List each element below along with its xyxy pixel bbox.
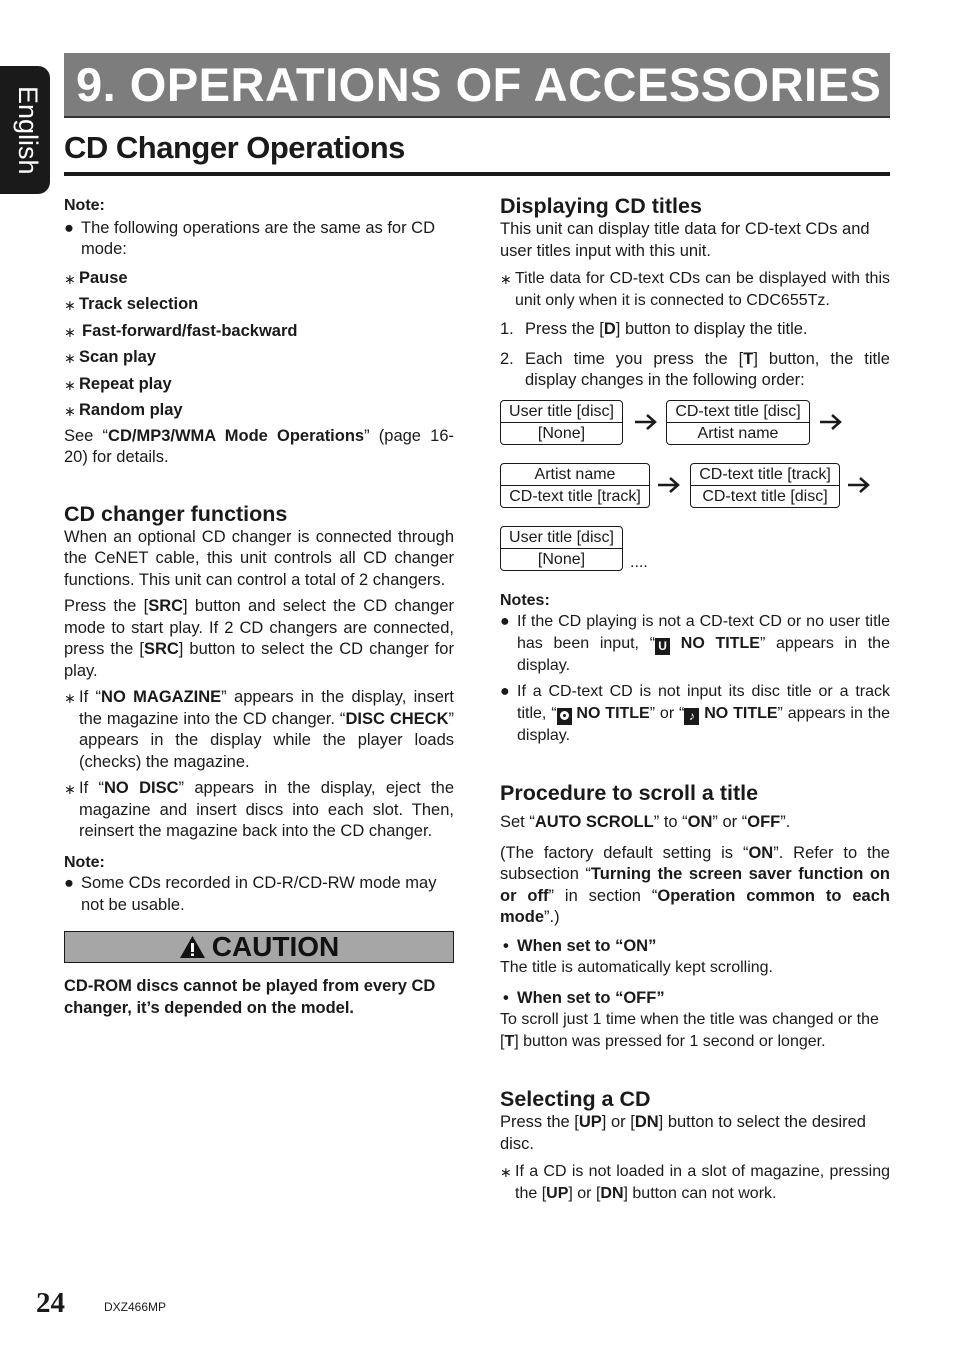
asterisk-icon: ∗ (64, 690, 76, 706)
display-asterisk-note (500, 268, 890, 311)
note2-text: Some CDs recorded in CD-R/CD-RW mode may not be usable. (81, 874, 437, 914)
language-tab (0, 66, 50, 194)
asterisk-icon: ∗ (64, 323, 76, 340)
step-number: 1. (500, 320, 514, 338)
text: If “ (79, 779, 105, 797)
text: ” appears in the display. (517, 704, 890, 744)
op-track-selection: Track selection (79, 295, 199, 313)
op-random-play: Random play (79, 401, 183, 419)
scroll-paragraph (500, 812, 890, 834)
on-value: ON (748, 843, 774, 862)
arrow-right-icon (633, 412, 659, 432)
text: ” appears in the display. (517, 634, 890, 674)
asterisk-icon: ∗ (64, 781, 76, 797)
disc-icon (557, 708, 572, 725)
bullet-icon: ● (500, 613, 510, 630)
step-number: 2. (500, 349, 514, 368)
bullet-icon: • (503, 936, 509, 955)
select-asterisk-note (500, 1161, 890, 1204)
text: ] button was pressed for 1 second or longer. (514, 1032, 826, 1050)
flow-box-bottom: [None] (537, 550, 586, 568)
title-flow-diagram (500, 400, 890, 590)
auto-scroll: AUTO SCROLL (534, 813, 654, 831)
text: To scroll just 1 time when the title was changed or the [ (500, 1011, 879, 1050)
flow-box (500, 400, 623, 445)
off-text (500, 1009, 890, 1052)
list-item (64, 265, 454, 292)
t-key: T (504, 1032, 515, 1050)
step-1 (500, 319, 890, 341)
off-value: OFF (747, 813, 781, 831)
chapter-title-bar (64, 53, 890, 118)
language-tab-label: English (13, 86, 43, 175)
flow-box (690, 463, 840, 508)
text: ” appears in the display while the player loads (checks) the magazine. (79, 709, 454, 771)
asterisk-icon: ∗ (64, 270, 76, 287)
op-fast-forward: Fast-forward/fast-backward (82, 321, 298, 340)
list-item (64, 371, 454, 398)
display-paragraph: This unit can display title data for CD-text CDs and user titles input with this unit. (500, 220, 870, 260)
no-disc: NO DISC (104, 779, 179, 797)
op-repeat-play: Repeat play (79, 374, 172, 393)
up-key: UP (546, 1184, 569, 1202)
t-key: T (743, 349, 754, 368)
warning-icon (179, 935, 206, 959)
text: If a CD-text CD is not input its disc title or a track title, “ (517, 683, 890, 722)
chapter-title: 9. OPERATIONS OF ACCESSORIES (76, 58, 882, 111)
dn-key: DN (600, 1184, 624, 1202)
text: ] or [ (601, 1113, 635, 1131)
operation-common-ref: Operation common to each mode (500, 886, 890, 926)
page-number: 24 (36, 1287, 65, 1319)
text: ” in section “ (548, 886, 658, 905)
flow-box-top: Artist name (501, 464, 649, 486)
text: Set “ (500, 813, 535, 831)
screen-saver-ref: Turning the screen saver function on or off (500, 865, 890, 905)
off-label: When set to “OFF” (517, 988, 665, 1007)
see-reference (64, 426, 454, 469)
left-column (64, 195, 454, 1019)
src-key: SRC (148, 597, 184, 615)
asterisk-icon: ∗ (64, 376, 76, 393)
bullet-icon: ● (64, 218, 74, 237)
user-title-icon: U (655, 638, 670, 655)
list-item (64, 344, 454, 371)
text: If a CD is not loaded in a slot of magazine, pressing the [ (515, 1163, 890, 1202)
text: If the CD playing is not a CD-text CD or no user title has been input, “ (517, 613, 890, 652)
step-2 (500, 349, 890, 392)
op-pause: Pause (79, 268, 128, 287)
text: If “ (79, 688, 102, 706)
text: ”. (780, 813, 791, 831)
note-label: Note: (64, 197, 105, 214)
list-item (64, 318, 454, 345)
text: Press the [ (500, 1113, 579, 1131)
section-title-bar (64, 130, 890, 176)
flow-box-top: User title [disc] (501, 401, 622, 423)
flow-ellipsis: .... (630, 553, 648, 571)
text: ] button to display the title. (615, 320, 808, 338)
on-label: When set to “ON” (517, 936, 657, 955)
text: ” or “ (649, 704, 685, 722)
functions-heading: CD changer functions (64, 501, 288, 526)
asterisk-icon: ∗ (64, 403, 76, 419)
bullet-icon: ● (64, 874, 74, 892)
see-pre: See “ (64, 426, 109, 445)
right-column (500, 193, 890, 1204)
functions-paragraph: When an optional CD changer is connected through the CeNET cable, this unit controls all CD changer functions. This unit can control a total of 2 changers. (64, 527, 454, 589)
src-paragraph (64, 596, 454, 682)
model-number: DXZ466MP (104, 1300, 167, 1314)
section-title: CD Changer Operations (64, 130, 405, 165)
no-title: NO TITLE (704, 704, 778, 722)
factory-default-paragraph (500, 843, 890, 929)
arrow-right-icon (846, 475, 872, 495)
flow-box-bottom: CD-text title [track] (509, 487, 641, 505)
no-title: NO TITLE (680, 634, 760, 652)
text: Press the [ (525, 320, 604, 338)
see-link-text: CD/MP3/WMA Mode Operations (108, 426, 365, 445)
flow-box-bottom: [None] (537, 424, 586, 442)
no-disc-note (64, 778, 454, 843)
on-text: The title is automatically kept scrolling. (500, 959, 773, 976)
text: ” appears in the display, insert the magazine into the CD changer. “ (79, 688, 454, 728)
on-label-item (500, 936, 890, 958)
flow-box-top: User title [disc] (501, 527, 622, 549)
select-paragraph (500, 1112, 890, 1155)
asterisk-icon: ∗ (64, 350, 76, 366)
notes-label: Notes: (500, 591, 550, 609)
select-heading: Selecting a CD (500, 1087, 651, 1111)
see-post: ” (page 16-20) for details. (64, 426, 454, 466)
note2-label: Note: (64, 853, 105, 871)
flow-box (666, 400, 810, 445)
flow-box-bottom: CD-text title [disc] (702, 487, 828, 505)
notes-item (500, 611, 890, 676)
flow-box-top: CD-text title [disc] (667, 401, 809, 423)
no-magazine: NO MAGAZINE (101, 688, 222, 706)
caution-title: CAUTION (211, 931, 340, 962)
operations-list (64, 265, 454, 424)
text: ] button to select the CD changer for play. (64, 640, 454, 680)
text: Press the [ (64, 597, 149, 615)
asterisk-icon: ∗ (500, 271, 512, 287)
text: Title data for CD-text CDs can be displayed with this unit only when it is connected to CDC655Tz. (515, 270, 890, 309)
arrow-right-icon (818, 412, 844, 432)
note-text: The following operations are the same as for CD mode: (81, 218, 436, 258)
text: (The factory default setting is “ (500, 843, 749, 862)
music-note-icon: ♪ (684, 708, 699, 725)
up-key: UP (578, 1113, 602, 1131)
flow-box-bottom: Artist name (697, 424, 779, 442)
text: ” appears in the display, eject the magazine and insert discs into each slot. Then, reinsert the magazine back into the CD changer. (79, 779, 454, 840)
src-key: SRC (143, 640, 179, 658)
list-item (64, 397, 454, 424)
text: ” or “ (712, 813, 748, 831)
disc-check: DISC CHECK (345, 709, 449, 728)
notes-item (500, 681, 890, 746)
scroll-heading: Procedure to scroll a title (500, 781, 759, 805)
bullet-icon: ● (500, 683, 510, 700)
note-item (64, 218, 454, 261)
bullet-icon: • (503, 988, 509, 1007)
asterisk-icon: ∗ (64, 297, 76, 313)
text: ] button and select the CD changer mode to start play. If 2 CD changers are connected, press the [ (64, 597, 454, 658)
arrow-right-icon (656, 475, 682, 495)
note2-item (64, 873, 454, 916)
text: Each time you press the [ (525, 349, 744, 368)
text: ] button can not work. (623, 1184, 777, 1202)
caution-banner (64, 931, 454, 963)
text: ] or [ (568, 1184, 601, 1202)
text: ] button to select the desired disc. (500, 1113, 866, 1153)
d-key: D (603, 320, 616, 338)
caution-text: CD-ROM discs cannot be played from every CD changer, it’s depended on the model. (64, 977, 436, 1017)
op-scan-play: Scan play (79, 348, 157, 366)
flow-box (500, 526, 623, 571)
on-value: ON (687, 813, 713, 831)
text: ”.) (544, 908, 560, 926)
list-item (64, 291, 454, 318)
display-heading: Displaying CD titles (500, 194, 702, 218)
no-magazine-note (64, 687, 454, 773)
off-label-item (500, 988, 890, 1010)
asterisk-icon: ∗ (500, 1164, 512, 1180)
text: ”. Refer to the subsection “ (500, 843, 890, 883)
flow-box (500, 463, 650, 508)
flow-box-top: CD-text title [track] (691, 464, 839, 486)
text: ” to “ (653, 813, 688, 831)
dn-key: DN (634, 1113, 659, 1131)
text: ] button, the title display changes in the following order: (525, 349, 890, 389)
no-title: NO TITLE (576, 704, 650, 722)
